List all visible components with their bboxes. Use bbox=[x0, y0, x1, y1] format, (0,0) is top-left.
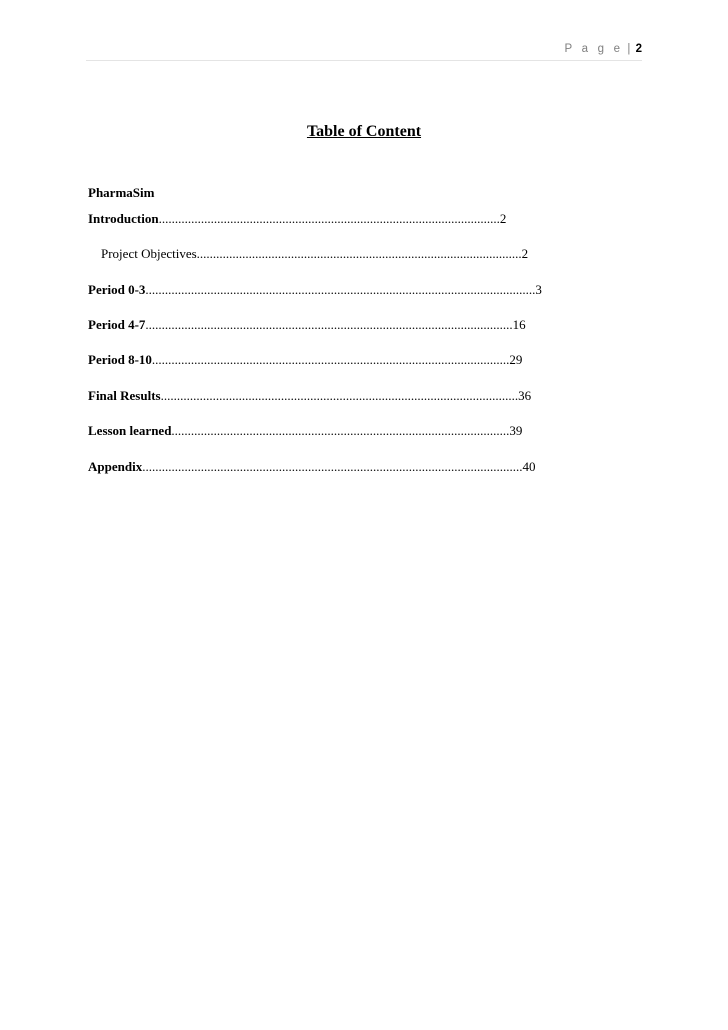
toc-entry-lesson-learned[interactable] bbox=[88, 423, 522, 439]
toc-title-text: Table of Content bbox=[306, 123, 422, 140]
toc-leader-dots: ..................................................................................................................... bbox=[142, 459, 523, 474]
toc-entry-page: 3 bbox=[535, 282, 542, 297]
toc-title bbox=[0, 122, 728, 142]
toc-entry-label: Lesson learned bbox=[88, 423, 172, 438]
toc-leader-dots: ........................................................................................................................ bbox=[145, 282, 536, 297]
toc-entry-label: Period 0-3 bbox=[88, 282, 146, 297]
toc-entry-label: Period 8-10 bbox=[88, 352, 152, 367]
page-separator: | bbox=[627, 43, 631, 55]
toc-entry-project-objectives[interactable] bbox=[101, 246, 528, 262]
page-number: 2 bbox=[635, 43, 642, 55]
toc-leader-dots: ........................................................................................................ bbox=[171, 423, 510, 438]
toc-entry-label: Final Results bbox=[88, 388, 161, 403]
toc-entry-introduction[interactable] bbox=[88, 211, 506, 227]
toc-entry-label: Period 4-7 bbox=[88, 317, 146, 332]
toc-entry-appendix[interactable] bbox=[88, 459, 535, 475]
toc-entry-label: Appendix bbox=[88, 459, 143, 474]
toc-entry-period-0-3[interactable] bbox=[88, 282, 542, 298]
toc-leader-dots: .................................................................................................... bbox=[196, 246, 522, 261]
toc-entry-page: 16 bbox=[512, 317, 526, 332]
toc-entry-page: 36 bbox=[518, 388, 532, 403]
toc-entry-page: 29 bbox=[509, 352, 523, 367]
toc-leader-dots: .............................................................................................................. bbox=[151, 352, 510, 367]
page-header bbox=[86, 42, 642, 61]
toc-leader-dots: ................................................................................................................. bbox=[145, 317, 513, 332]
toc-entry-page: 2 bbox=[521, 246, 529, 261]
toc-leader-dots: .............................................................................................................. bbox=[160, 388, 519, 403]
toc-entry-final-results[interactable] bbox=[88, 388, 531, 404]
toc-entry-period-8-10[interactable] bbox=[88, 352, 522, 368]
toc-entry-page: 39 bbox=[509, 423, 523, 438]
toc-entry-period-4-7[interactable] bbox=[88, 317, 526, 333]
toc-entry-label: Introduction bbox=[88, 211, 159, 226]
toc-leader-dots: ......................................................................................................... bbox=[158, 211, 500, 226]
section-heading: PharmaSim bbox=[88, 185, 155, 200]
page-number-label bbox=[565, 43, 642, 55]
toc-entry-page: 40 bbox=[522, 459, 536, 474]
toc-entry-page: 2 bbox=[499, 211, 507, 226]
page-label: P a g e bbox=[564, 43, 624, 55]
toc-entry-label: Project Objectives bbox=[101, 246, 197, 261]
